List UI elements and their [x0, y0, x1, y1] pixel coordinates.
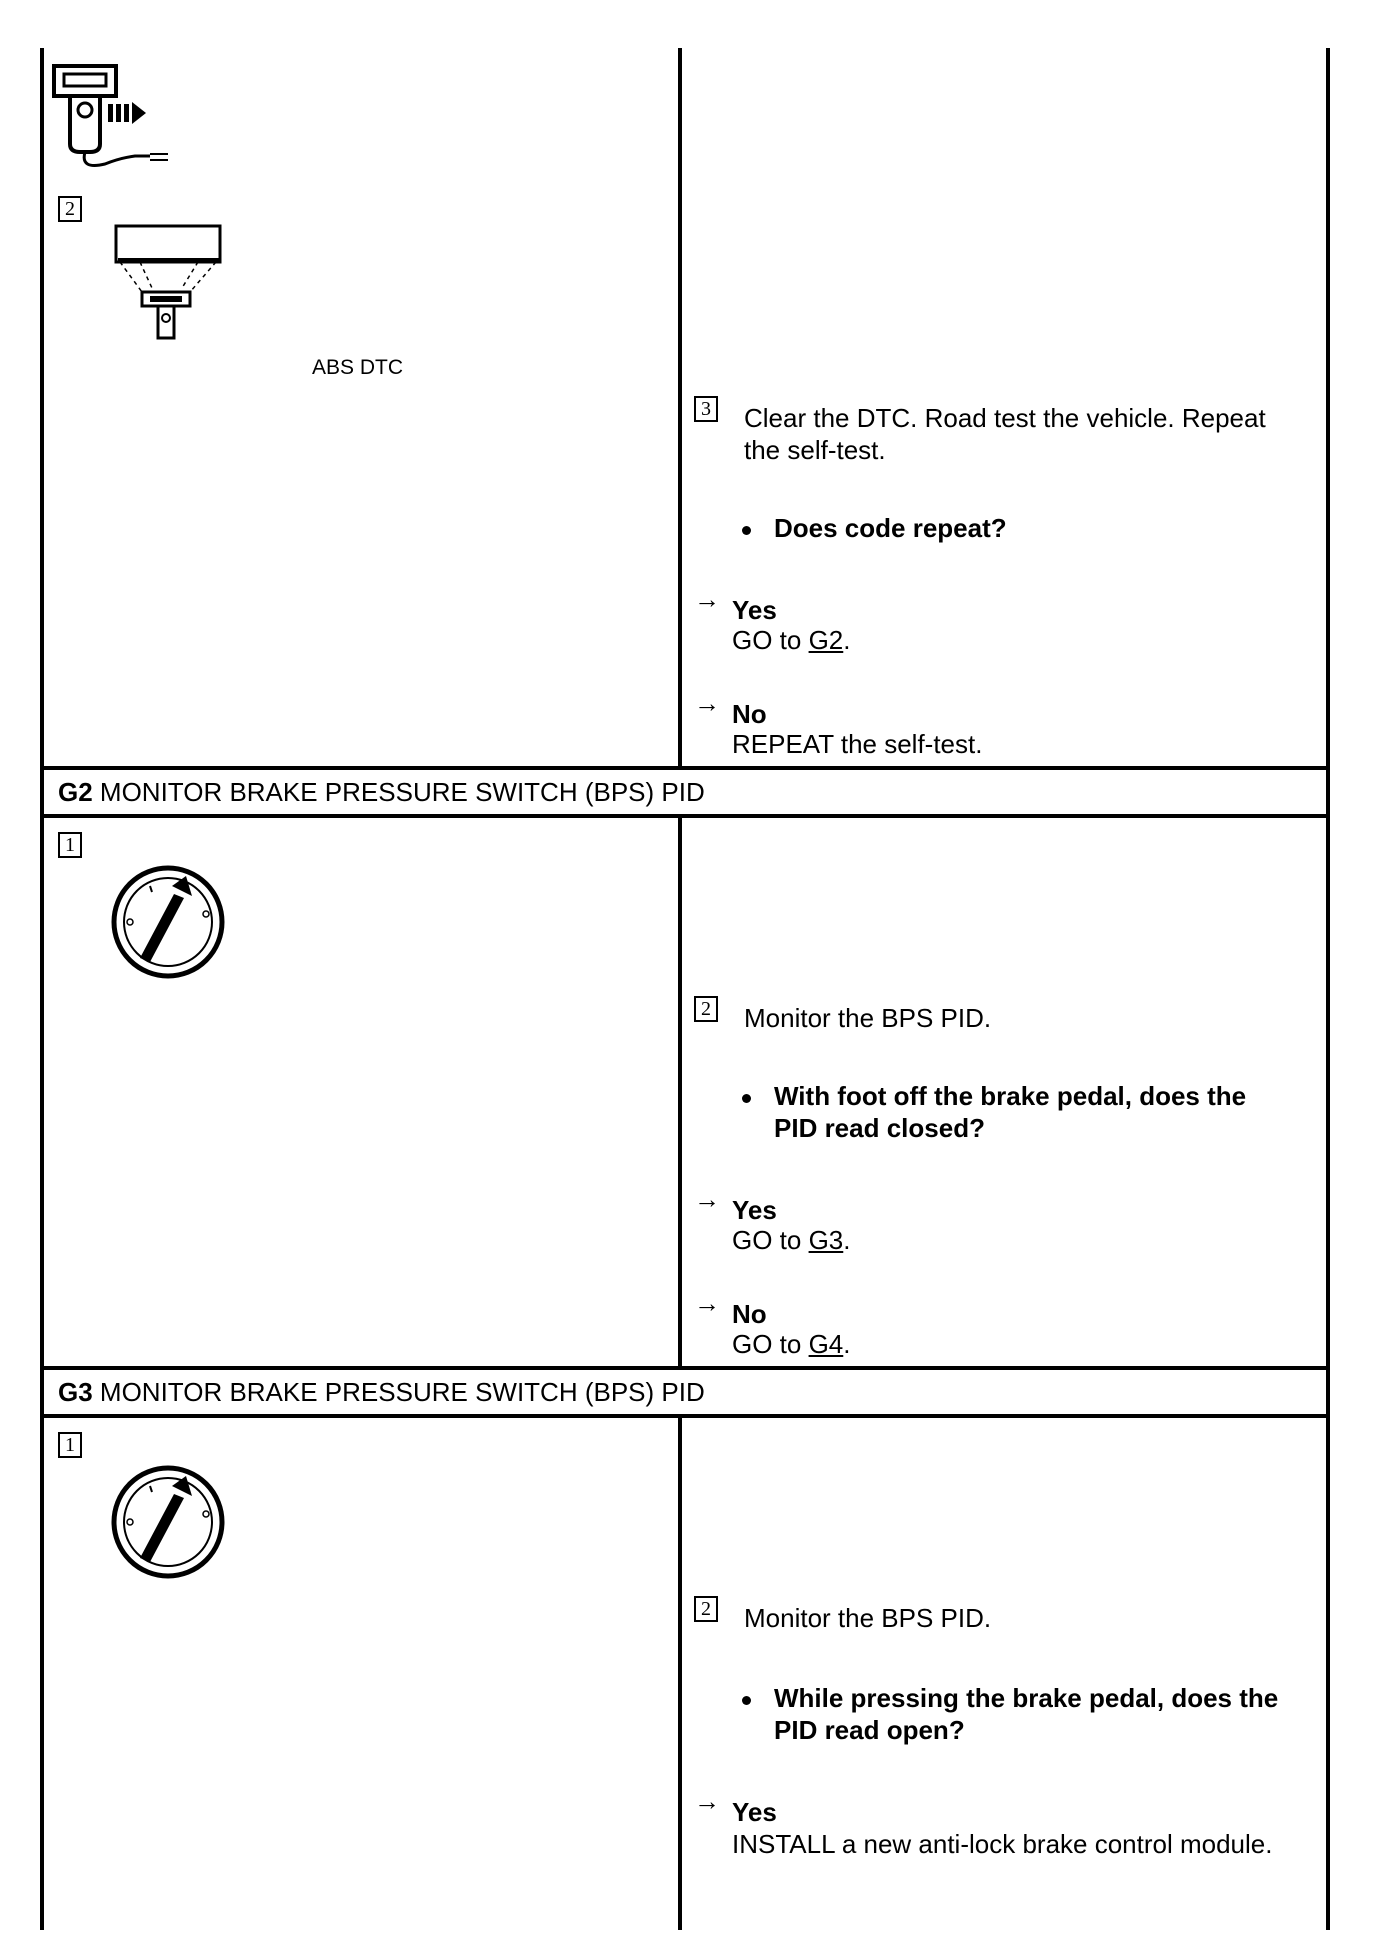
table-center-divider-3	[678, 1416, 682, 1930]
action-suffix: .	[843, 1225, 851, 1255]
answer-no-action	[732, 1328, 851, 1360]
step-instruction: Monitor the BPS PID.	[744, 1003, 992, 1033]
link-g3[interactable]: G3	[808, 1225, 844, 1255]
row-rule	[40, 766, 1330, 770]
row-rule	[40, 814, 1330, 818]
step-number-box: 3	[694, 396, 718, 422]
question-text: While pressing the brake pedal, does the	[774, 1683, 1279, 1713]
action-suffix: .	[843, 625, 851, 655]
link-g4[interactable]: G4	[808, 1329, 844, 1359]
step-number-box: 2	[58, 196, 82, 222]
question-text: With foot off the brake pedal, does the	[774, 1081, 1247, 1111]
table-center-divider-2	[678, 816, 682, 1368]
arrow-icon: →	[694, 1288, 720, 1318]
question-text-cont: PID read closed?	[774, 1113, 985, 1143]
question-text: Does code repeat?	[774, 513, 1007, 543]
ignition-key-icon	[108, 862, 228, 982]
answer-yes-action	[732, 624, 851, 656]
link-g2[interactable]: G2	[808, 625, 844, 655]
arrow-icon: →	[694, 584, 720, 614]
step-instruction: Monitor the BPS PID.	[744, 1603, 992, 1633]
row-rule	[40, 1366, 1330, 1370]
action-prefix: GO to	[732, 1329, 809, 1359]
illustration-caption: ABS DTC	[312, 356, 404, 379]
section-id: G3	[58, 1377, 93, 1407]
step-number-box: 1	[58, 1432, 82, 1458]
table-center-divider-1	[678, 48, 682, 768]
answer-yes-action	[732, 1224, 851, 1256]
vehicle-connector-illustration	[110, 222, 230, 347]
arrow-icon: →	[694, 1184, 720, 1214]
answer-yes-action: INSTALL a new anti-lock brake control module.	[732, 1829, 1273, 1859]
arrow-icon: →	[694, 1786, 720, 1816]
bullet	[742, 1696, 751, 1705]
row-rule	[40, 1414, 1330, 1418]
step-instruction: Clear the DTC. Road test the vehicle. Repeat	[744, 403, 1266, 433]
answer-no-label: No	[732, 699, 767, 729]
action-prefix: GO to	[732, 625, 809, 655]
scan-tool-illustration	[50, 60, 180, 180]
bullet	[742, 1094, 751, 1103]
arrow-icon: →	[694, 688, 720, 718]
ignition-key-icon	[108, 1462, 228, 1582]
answer-no-label: No	[732, 1299, 767, 1329]
step-number-box: 2	[694, 1596, 718, 1622]
section-id: G2	[58, 777, 93, 807]
answer-yes-label: Yes	[732, 1195, 777, 1225]
bullet	[742, 526, 751, 535]
answer-yes-label: Yes	[732, 595, 777, 625]
section-header-g2	[58, 776, 705, 808]
section-header-g3	[58, 1376, 705, 1408]
table-left-border	[40, 48, 44, 1930]
answer-yes-label: Yes	[732, 1797, 777, 1827]
step-instruction-cont: the self-test.	[744, 435, 886, 465]
step-number-box: 1	[58, 832, 82, 858]
section-title: MONITOR BRAKE PRESSURE SWITCH (BPS) PID	[99, 1377, 705, 1407]
action-prefix: GO to	[732, 1225, 809, 1255]
action-suffix: .	[843, 1329, 851, 1359]
step-number-box: 2	[694, 996, 718, 1022]
table-right-border	[1326, 48, 1330, 1930]
answer-no-action: REPEAT the self-test.	[732, 729, 983, 759]
section-title: MONITOR BRAKE PRESSURE SWITCH (BPS) PID	[99, 777, 705, 807]
question-text-cont: PID read open?	[774, 1715, 965, 1745]
